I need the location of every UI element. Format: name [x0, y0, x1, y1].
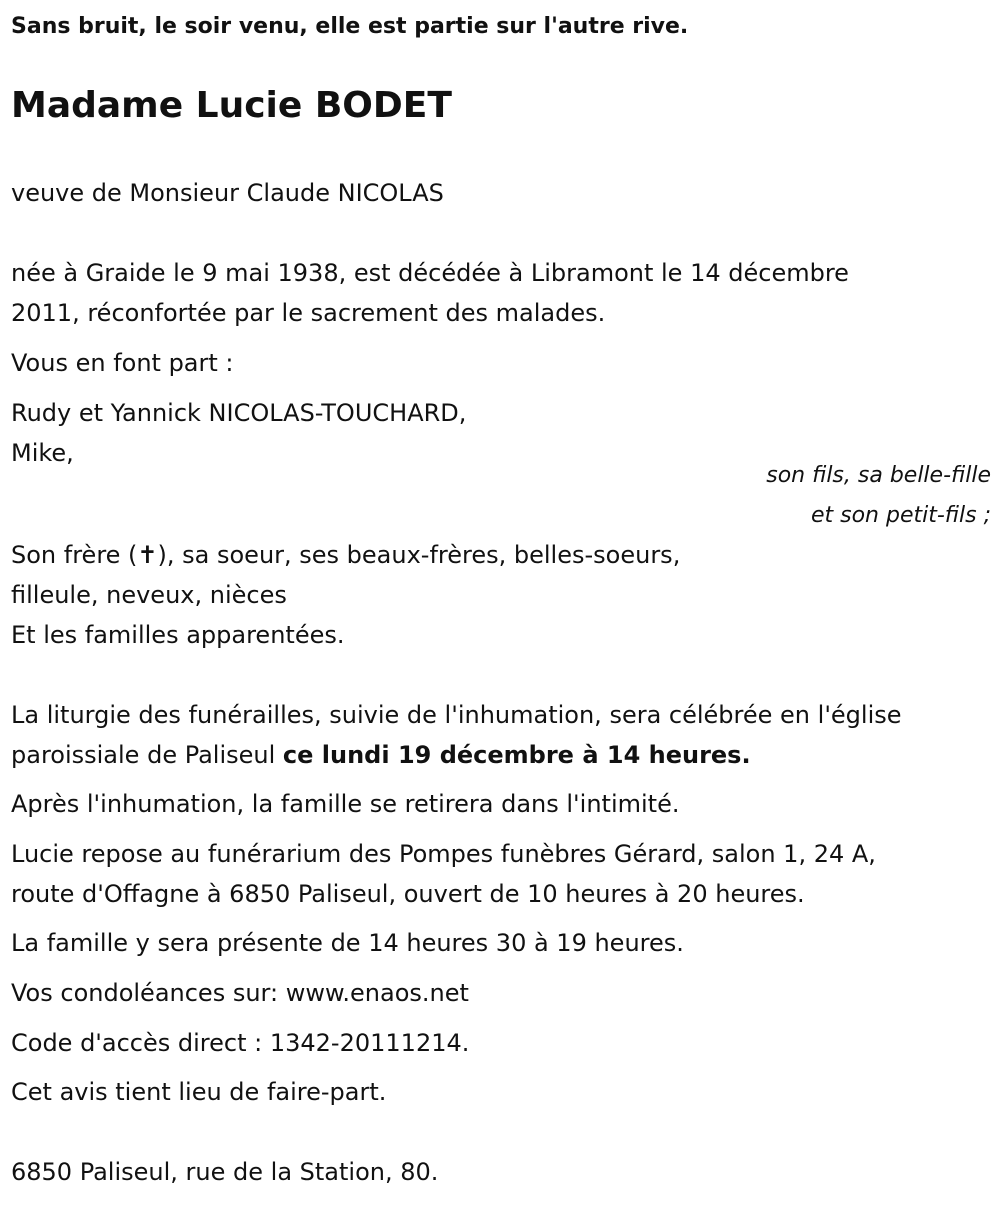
family-2-line-3: Et les familles apparentées.: [11, 621, 345, 649]
liturgy-datetime: ce lundi 19 décembre à 14 heures.: [282, 741, 751, 769]
birth-death-line-2: 2011, réconfortée par le sacrement des malades.: [11, 299, 606, 327]
cross-icon: ✝: [137, 541, 158, 569]
after-burial: Après l'inhumation, la famille se retirera dans l'intimité.: [11, 790, 680, 818]
family-2-line-1-start: Son frère (: [11, 541, 138, 569]
repose-line-1: Lucie repose au funérarium des Pompes funèbres Gérard, salon 1, 24 A,: [11, 840, 876, 868]
intro-sentence: Sans bruit, le soir venu, elle est partie sur l'autre rive.: [11, 14, 689, 39]
family-1-line-2: Mike,: [11, 439, 74, 467]
birth-death-line-1: née à Graide le 9 mai 1938, est décédée à Libramont le 14 décembre: [11, 259, 849, 287]
access-code: Code d'accès direct : 1342-20111214.: [11, 1029, 470, 1057]
presence: La famille y sera présente de 14 heures 30 à 19 heures.: [11, 929, 684, 957]
deceased-name: Madame Lucie BODET: [11, 85, 452, 126]
family-1-relation-1: son fils, sa belle-fille: [766, 463, 991, 488]
liturgy-location: paroissiale de Paliseul: [11, 741, 283, 769]
family-1-relation-2: et son petit-fils ;: [810, 503, 991, 528]
widow-of: veuve de Monsieur Claude NICOLAS: [11, 179, 444, 207]
family-2-line-1: [11, 540, 680, 570]
condolences: Vos condoléances sur: www.enaos.net: [11, 979, 469, 1007]
liturgy-line-2: [11, 740, 751, 770]
family-2-line-1-end: ), sa soeur, ses beaux-frères, belles-soeurs,: [157, 541, 681, 569]
repose-line-2: route d'Offagne à 6850 Paliseul, ouvert de 10 heures à 20 heures.: [11, 880, 805, 908]
announce: Vous en font part :: [11, 349, 234, 377]
address: 6850 Paliseul, rue de la Station, 80.: [11, 1158, 439, 1186]
family-1-line-1: Rudy et Yannick NICOLAS-TOUCHARD,: [11, 399, 467, 427]
liturgy-line-1: La liturgie des funérailles, suivie de l'inhumation, sera célébrée en l'église: [11, 701, 902, 729]
family-2-line-2: filleule, neveux, nièces: [11, 581, 287, 609]
notice: Cet avis tient lieu de faire-part.: [11, 1078, 387, 1106]
